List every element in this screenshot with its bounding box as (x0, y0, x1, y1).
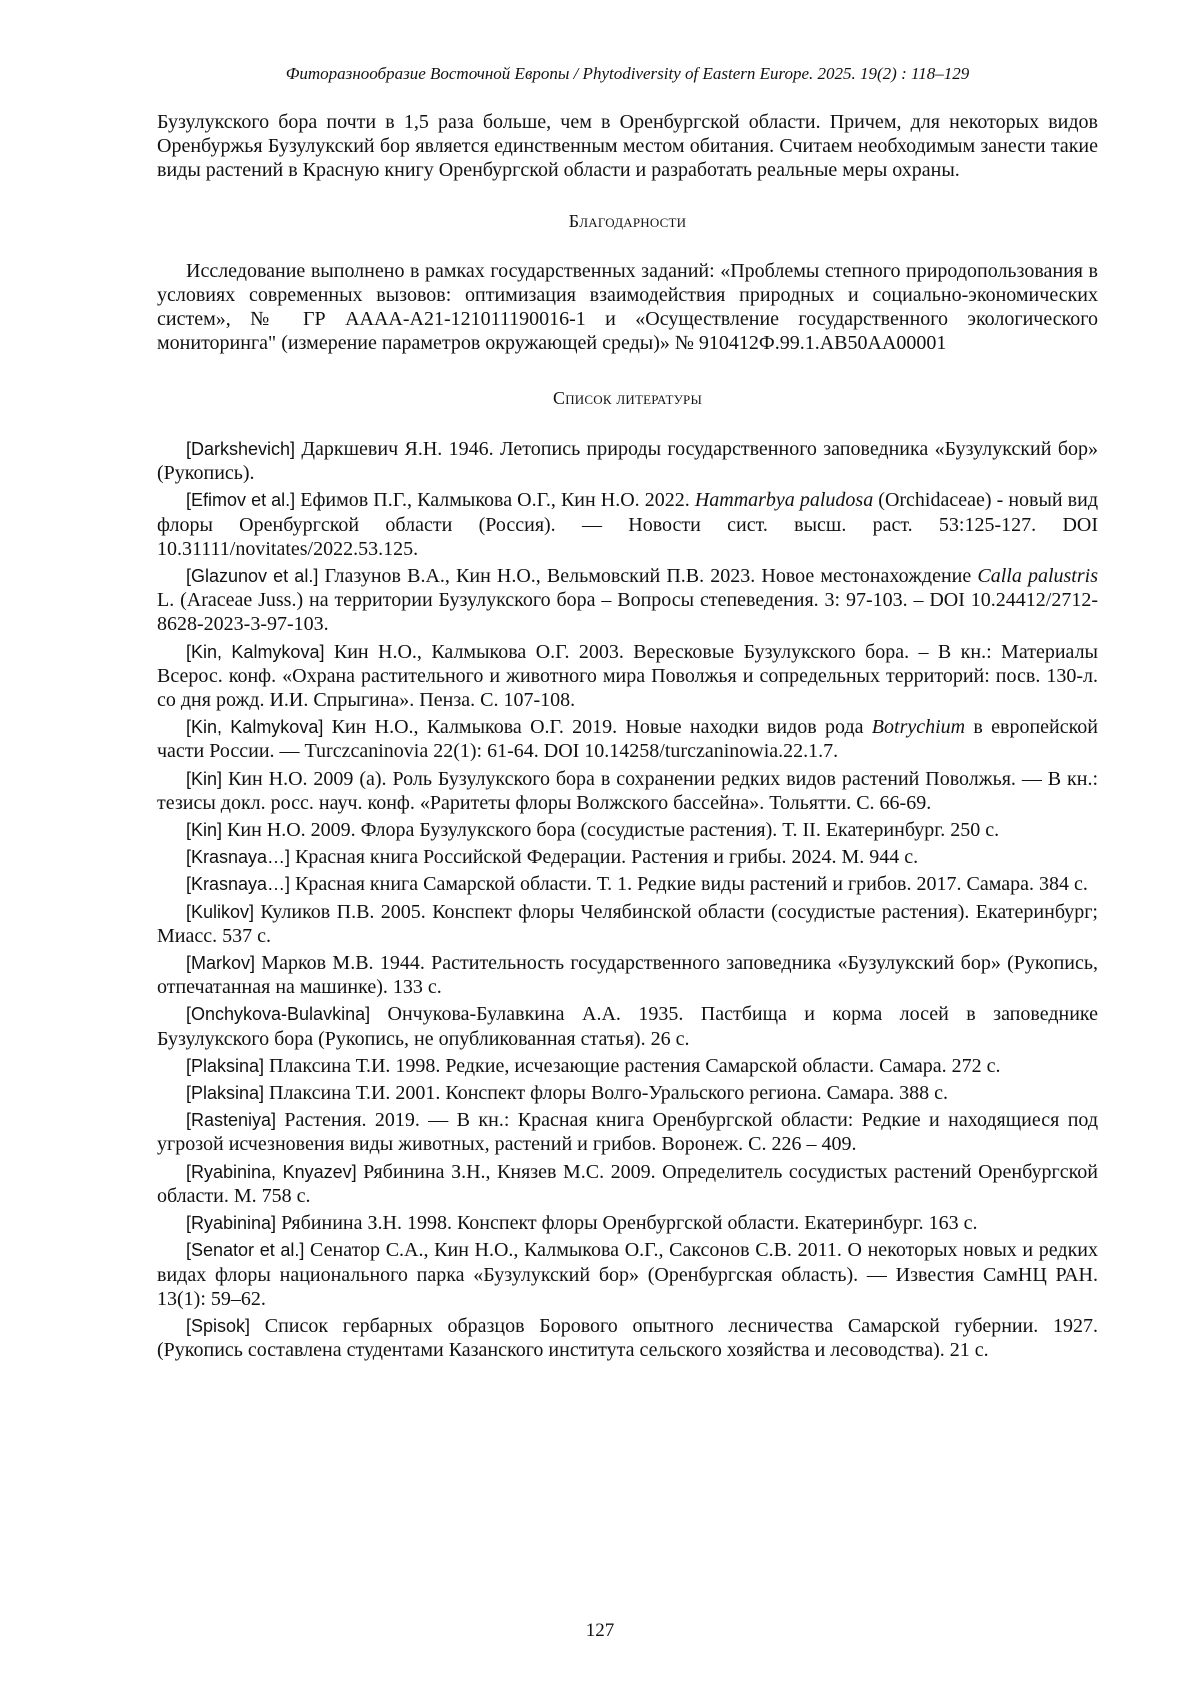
reference-item (157, 872, 1098, 896)
reference-key: [Efimov et al.] (186, 490, 295, 510)
acknowledgements-text: Исследование выполнено в рамках государственных заданий: «Проблемы степного природопользования в условиях современных вызовов: оптимизация взаимодействия природных и социально-экономических систем», № ГР АААА-А21-121011190016-1 и «Осуществление государственного экологического мониторинга" (измерение параметров окружающей среды)» № 910412Ф.99.1.АВ50АА00001 (157, 259, 1098, 355)
reference-text-continued: L. (Araceae Juss.) на территории Бузулукского бора – Вопросы степеведения. 3: 97-103. – DOI 10.24412/2712-8628-2023-3-97-103. (157, 589, 1098, 635)
reference-text: Список гербарных образцов Борового опытного лесничества Самарской губернии. 1927. (Рукопись составлена студентами Казанского института сельского хозяйства и лесоводства). 21 с. (157, 1315, 1098, 1361)
reference-key: [Darkshevich] (186, 439, 295, 459)
reference-item (157, 1054, 1098, 1078)
reference-text: Куликов П.В. 2005. Конспект флоры Челябинской области (сосудистые растения). Екатеринбург; Миасс. 537 с. (157, 901, 1098, 947)
reference-text: Рябинина З.Н. 1998. Конспект флоры Оренбургской области. Екатеринбург. 163 с. (276, 1212, 978, 1234)
reference-text: Даркшевич Я.Н. 1946. Летопись природы государственного заповедника «Бузулукский бор» (Рукопись). (157, 438, 1098, 484)
reference-text-continued: в европейской части России. — Turczcaninovia 22(1): 61-64. DOI 10.14258/turczaninowia.22.1.7. (157, 716, 1098, 762)
reference-item (157, 1314, 1098, 1362)
intro-paragraph: Бузулукского бора почти в 1,5 раза больше, чем в Оренбургской области. Причем, для некоторых видов Оренбуржья Бузулукский бор является единственным местом обитания. Считаем необходимым занести такие виды растений в Красную книгу Оренбургской области и разработать реальные меры охраны. (157, 110, 1098, 182)
reference-item (157, 767, 1098, 815)
reference-key: [Plaksina] (186, 1083, 264, 1103)
reference-text: Сенатор С.А., Кин Н.О., Калмыкова О.Г., Саксонов С.В. 2011. О некоторых новых и редких видах флоры национального парка «Бузулукский бор» (Оренбургская область). — Известия СамНЦ РАН. 13(1): 59–62. (157, 1239, 1098, 1309)
reference-key: [Spisok] (186, 1316, 250, 1336)
reference-text: Ончукова-Булавкина А.А. 1935. Пастбища и корма лосей в заповеднике Бузулукского бора (Рукопись, не опубликованная статья). 26 с. (157, 1003, 1098, 1049)
reference-text: Глазунов В.А., Кин Н.О., Вельмовский П.В. 2023. Новое местонахождение (318, 565, 977, 587)
reference-key: [Kin, Kalmykova] (186, 717, 323, 737)
reference-text: Растения. 2019. — В кн.: Красная книга Оренбургской области: Редкие и находящиеся под угрозой исчезновения виды животных, растений и грибов. Воронеж. С. 226 – 409. (157, 1109, 1098, 1155)
reference-key: [Krasnaya…] (186, 874, 290, 894)
reference-item (157, 900, 1098, 948)
reference-text: Красная книга Самарской области. Т. 1. Редкие виды растений и грибов. 2017. Самара. 384 с. (290, 873, 1088, 895)
reference-item (157, 640, 1098, 713)
reference-key: [Krasnaya…] (186, 847, 290, 867)
page-content (157, 62, 1098, 1365)
reference-text: Кин Н.О., Калмыкова О.Г. 2019. Новые находки видов рода (323, 716, 871, 738)
reference-text: Плаксина Т.И. 1998. Редкие, исчезающие растения Самарской области. Самара. 272 с. (264, 1055, 1000, 1077)
reference-list (157, 437, 1098, 1362)
reference-key: [Kin, Kalmykova] (186, 642, 324, 662)
reference-taxon: Calla palustris (977, 565, 1098, 587)
reference-key: [Ryabinina] (186, 1213, 276, 1233)
reference-text: Плаксина Т.И. 2001. Конспект флоры Волго-Уральского региона. Самара. 388 с. (264, 1082, 948, 1104)
reference-item (157, 1002, 1098, 1050)
reference-item (157, 1211, 1098, 1235)
reference-item (157, 715, 1098, 763)
reference-key: [Kin] (186, 769, 222, 789)
running-header: Фиторазнообразие Восточной Европы / Phytodiversity of Eastern Europe. 2025. 19(2) : 118–129 (157, 62, 1098, 86)
reference-text: Кин Н.О., Калмыкова О.Г. 2003. Вересковые Бузулукского бора. – В кн.: Материалы Всерос. конф. «Охрана растительного и животного мира Поволжья и сопредельных территорий: посв. 130-л. со дня рожд. И.И. Спрыгина». Пенза. С. 107-108. (157, 641, 1098, 711)
reference-key: [Markov] (186, 953, 255, 973)
reference-item (157, 1160, 1098, 1208)
reference-item (157, 845, 1098, 869)
reference-text-continued: (Orchidaceae) - новый вид флоры Оренбургской области (Россия). — Новости сист. высш. раст. 53:125-127. DOI 10.31111/novitates/2022.53.125. (157, 489, 1098, 559)
reference-text: Рябинина З.Н., Князев М.С. 2009. Определитель сосудистых растений Оренбургской области. М. 758 с. (157, 1161, 1098, 1207)
reference-taxon: Botrychium (872, 716, 965, 738)
page-number: 127 (0, 1620, 1200, 1642)
reference-item (157, 1108, 1098, 1156)
reference-key: [Onchykova-Bulavkina] (186, 1004, 370, 1024)
references-heading: Список литературы (157, 386, 1098, 410)
reference-item (157, 564, 1098, 637)
acknowledgements-heading: Благодарности (157, 209, 1098, 233)
reference-key: [Plaksina] (186, 1056, 264, 1076)
reference-key: [Kin] (186, 820, 222, 840)
reference-key: [Glazunov et al.] (186, 566, 318, 586)
reference-item (157, 1081, 1098, 1105)
reference-taxon: Hammarbya paludosa (695, 489, 873, 511)
reference-key: [Rasteniya] (186, 1110, 276, 1130)
reference-key: [Senator et al.] (186, 1240, 304, 1260)
reference-item (157, 437, 1098, 485)
reference-key: [Kulikov] (186, 902, 254, 922)
reference-text: Марков М.В. 1944. Растительность государственного заповедника «Бузулукский бор» (Рукопись, отпечатанная на машинке). 133 с. (157, 952, 1098, 998)
reference-text: Кин Н.О. 2009 (а). Роль Бузулукского бора в сохранении редких видов растений Поволжья. — В кн.: тезисы докл. росс. науч. конф. «Раритеты флоры Волжского бассейна». Тольятти. С. 66-69. (157, 768, 1098, 814)
reference-text: Ефимов П.Г., Калмыкова О.Г., Кин Н.О. 2022. (295, 489, 695, 511)
reference-text: Кин Н.О. 2009. Флора Бузулукского бора (сосудистые растения). Т. II. Екатеринбург. 250 с. (222, 819, 999, 841)
reference-key: [Ryabinina, Knyazev] (186, 1162, 357, 1182)
reference-text: Красная книга Российской Федерации. Растения и грибы. 2024. М. 944 с. (290, 846, 918, 868)
reference-item (157, 951, 1098, 999)
reference-item (157, 818, 1098, 842)
reference-item (157, 488, 1098, 561)
reference-item (157, 1238, 1098, 1311)
